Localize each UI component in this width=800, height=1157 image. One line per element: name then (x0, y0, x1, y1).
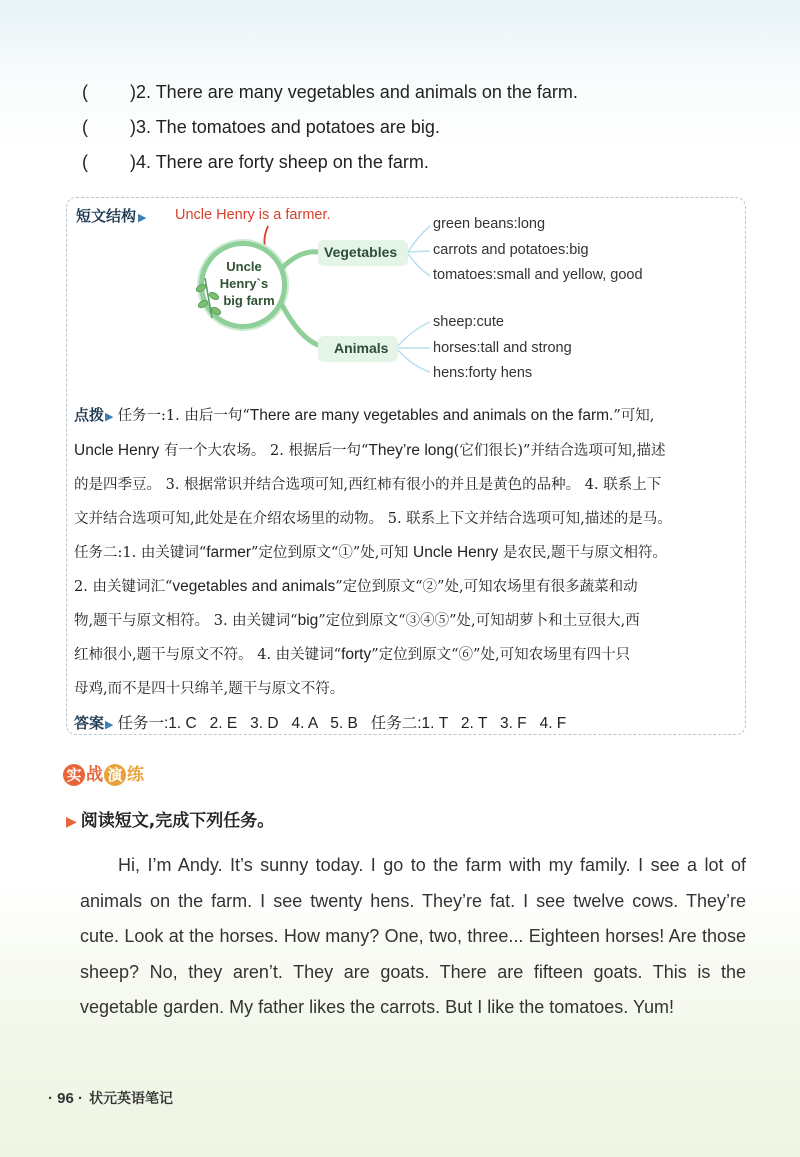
instruction: ▶ 阅读短文,完成下列任务。 (66, 811, 275, 831)
leaf-carrots-potatoes: carrots and potatoes:big (433, 242, 589, 258)
page-number: · 96 · (48, 1090, 84, 1107)
branch-animals-connector (282, 305, 318, 345)
triangle-right-icon: ▶ (138, 211, 147, 224)
triangle-right-icon: ▶ (66, 814, 77, 830)
answer-bracket-close: ) (130, 152, 136, 172)
branch-animals: Animals (334, 340, 389, 356)
notes-label: 点拨▶ (74, 406, 114, 424)
reading-passage: Hi, I’m Andy. It’s sunny today. I go to the farm with my family. I see a lot of animals on the farm. I see twenty hens. They’re fat. I see twelve cows. They’re cute. Look at the horses. How many? One, two, three... Eighteen horses! Are those sheep? No, they aren’t. They are goats. There are fifteen goats. This is the vegetable garden. My father likes the carrots. But I like the tomatoes. Yum! (80, 855, 746, 1017)
answer-bracket-open: ( (82, 117, 88, 137)
notes-line-6: 2. 由关键词汇“vegetables and animals”定位到原文“②”处,可知农场里有很多蔬菜和动 (74, 578, 638, 595)
mindmap-topic: Uncle Henry is a farmer. (175, 207, 331, 223)
notes-line-2: Uncle Henry 有一个大农场。 2. 根据后一句“They’re long(它们很长)”并结合选项可知,描述 (74, 442, 666, 459)
notes-line-4: 文并结合选项可知,此处是在介绍农场里的动物。 5. 联系上下文并结合选项可知,描述的是马。 (74, 511, 672, 527)
mindmap-center-label: Uncle Henry`s big farm (219, 259, 275, 308)
leaf-tomatoes: tomatoes:small and yellow, good (433, 267, 643, 283)
answer-bracket-close: ) (130, 117, 136, 137)
section-heading: 实 战 演 练 (63, 760, 145, 786)
question-text: 4. There are forty sheep on the farm. (136, 152, 429, 172)
branch-vegetables: Vegetables (324, 244, 398, 260)
answer-bracket-open: ( (82, 152, 88, 172)
leaf-hens: hens:forty hens (433, 365, 533, 381)
leaf-green-beans: green beans:long (433, 216, 546, 232)
question-text: 2. There are many vegetables and animals on the farm. (136, 82, 578, 102)
triangle-right-icon: ▶ (105, 718, 114, 731)
notes-line-7: 物,题干与原文相符。 3. 由关键词“big”定位到原文“③④⑤”处,可知胡萝卜和土豆很大,西 (74, 612, 640, 629)
leaf-horses: horses:tall and strong (433, 340, 572, 356)
answer-bracket-open: ( (82, 82, 88, 102)
page-footer (48, 1088, 173, 1108)
notes-line-5: 任务二:1. 由关键词“farmer”定位到原文“①”处,可知 Uncle Henry 是农民,题干与原文相符。 (74, 544, 668, 561)
answers-label: 答案▶ (74, 714, 114, 732)
notes-line-3: 的是四季豆。 3. 根据常识并结合选项可知,西红柿有很小的并且是黄色的品种。 4. 联系上下 (74, 477, 662, 493)
notes-line-9: 母鸡,而不是四十只绵羊,题干与原文不符。 (74, 681, 345, 697)
book-title: 状元英语笔记 (89, 1091, 174, 1107)
notes-line-1: 点拨▶ 任务一:1. 由后一句“There are many vegetables and animals on the farm.”可知, (74, 406, 655, 424)
answer-bracket-close: ) (130, 82, 136, 102)
structure-label: 短文结构 ▶ (76, 207, 147, 225)
answers-line: 答案▶ 任务一:1. C 2. E 3. D 4. A 5. B 任务二:1. T 2. T 3. F 4. F (74, 714, 567, 732)
leaf-sheep: sheep:cute (433, 314, 504, 330)
notes-paragraph (74, 398, 742, 742)
triangle-right-icon: ▶ (105, 410, 114, 423)
question-text: 3. The tomatoes and potatoes are big. (136, 117, 440, 137)
notes-line-8: 红柿很小,题干与原文不符。 4. 由关键词“forty”定位到原文“⑥”处,可知农场里有四十只 (74, 646, 631, 663)
branch-vegetables-connector (282, 252, 318, 268)
mindmap-diagram (0, 0, 800, 400)
